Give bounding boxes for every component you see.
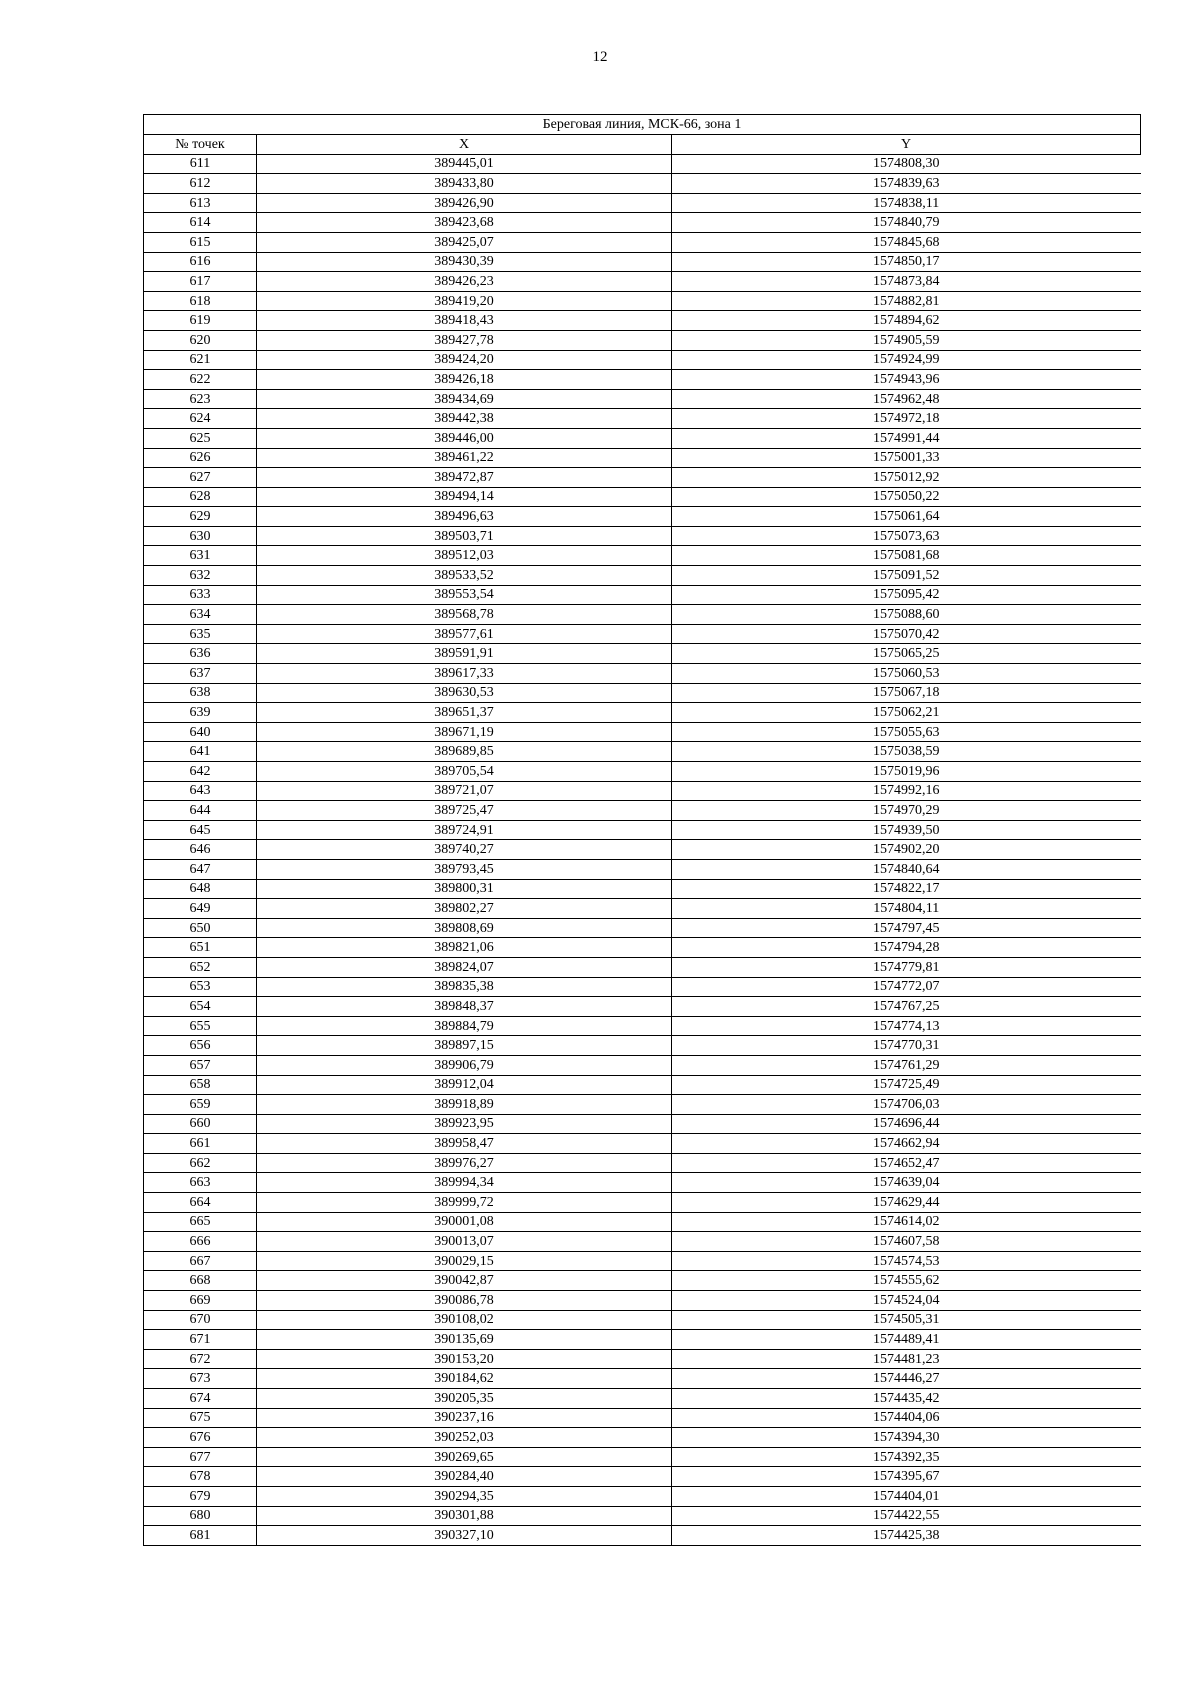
table-row	[144, 1271, 1141, 1291]
point-number-cell: 663	[144, 1173, 257, 1193]
y-coordinate-cell: 1575012,92	[672, 468, 1141, 488]
table-row	[144, 1526, 1141, 1546]
x-coordinate-cell: 389724,91	[257, 820, 672, 840]
y-coordinate-cell: 1574905,59	[672, 330, 1141, 350]
y-coordinate-cell: 1574639,04	[672, 1173, 1141, 1193]
x-coordinate-cell: 389725,47	[257, 801, 672, 821]
table-row	[144, 1447, 1141, 1467]
point-number-cell: 681	[144, 1526, 257, 1546]
y-coordinate-cell: 1575081,68	[672, 546, 1141, 566]
x-coordinate-cell: 390001,08	[257, 1212, 672, 1232]
table-row	[144, 566, 1141, 586]
table-row	[144, 232, 1141, 252]
y-coordinate-cell: 1574845,68	[672, 232, 1141, 252]
point-number-cell: 634	[144, 605, 257, 625]
point-number-cell: 616	[144, 252, 257, 272]
point-number-cell: 659	[144, 1095, 257, 1115]
x-coordinate-cell: 389999,72	[257, 1193, 672, 1213]
table-row	[144, 1134, 1141, 1154]
table-row	[144, 722, 1141, 742]
x-coordinate-cell: 390327,10	[257, 1526, 672, 1546]
point-number-cell: 621	[144, 350, 257, 370]
point-number-cell: 640	[144, 722, 257, 742]
y-coordinate-cell: 1574992,16	[672, 781, 1141, 801]
table-row	[144, 1153, 1141, 1173]
x-coordinate-cell: 389958,47	[257, 1134, 672, 1154]
table-row	[144, 957, 1141, 977]
point-number-cell: 645	[144, 820, 257, 840]
point-number-cell: 668	[144, 1271, 257, 1291]
point-number-cell: 673	[144, 1369, 257, 1389]
point-number-cell: 680	[144, 1506, 257, 1526]
y-coordinate-cell: 1574962,48	[672, 389, 1141, 409]
table-row	[144, 605, 1141, 625]
point-number-cell: 671	[144, 1330, 257, 1350]
x-coordinate-cell: 389651,37	[257, 703, 672, 723]
point-number-cell: 641	[144, 742, 257, 762]
y-coordinate-cell: 1574607,58	[672, 1232, 1141, 1252]
point-number-cell: 646	[144, 840, 257, 860]
x-coordinate-cell: 390153,20	[257, 1349, 672, 1369]
x-coordinate-cell: 390184,62	[257, 1369, 672, 1389]
x-coordinate-cell: 390294,35	[257, 1486, 672, 1506]
point-number-cell: 672	[144, 1349, 257, 1369]
y-coordinate-cell: 1574425,38	[672, 1526, 1141, 1546]
y-coordinate-cell: 1574808,30	[672, 154, 1141, 174]
x-coordinate-cell: 389553,54	[257, 585, 672, 605]
point-number-cell: 649	[144, 899, 257, 919]
table-row	[144, 859, 1141, 879]
x-coordinate-cell: 389617,33	[257, 664, 672, 684]
x-coordinate-cell: 389906,79	[257, 1055, 672, 1075]
y-coordinate-cell: 1574435,42	[672, 1389, 1141, 1409]
table-row	[144, 977, 1141, 997]
table-row	[144, 1349, 1141, 1369]
y-coordinate-cell: 1575073,63	[672, 526, 1141, 546]
table-row	[144, 820, 1141, 840]
x-coordinate-cell: 390301,88	[257, 1506, 672, 1526]
column-header-x: X	[257, 135, 672, 155]
x-coordinate-cell: 389835,38	[257, 977, 672, 997]
y-coordinate-cell: 1574481,23	[672, 1349, 1141, 1369]
x-coordinate-cell: 390135,69	[257, 1330, 672, 1350]
point-number-cell: 630	[144, 526, 257, 546]
point-number-cell: 643	[144, 781, 257, 801]
x-coordinate-cell: 389994,34	[257, 1173, 672, 1193]
table-row	[144, 683, 1141, 703]
x-coordinate-cell: 389824,07	[257, 957, 672, 977]
y-coordinate-cell: 1575055,63	[672, 722, 1141, 742]
table-row	[144, 703, 1141, 723]
y-coordinate-cell: 1575061,64	[672, 507, 1141, 527]
table-row	[144, 1095, 1141, 1115]
x-coordinate-cell: 389512,03	[257, 546, 672, 566]
point-number-cell: 632	[144, 566, 257, 586]
y-coordinate-cell: 1575019,96	[672, 762, 1141, 782]
point-number-cell: 626	[144, 448, 257, 468]
column-header-point-number: № точек	[144, 135, 257, 155]
table-row	[144, 546, 1141, 566]
table-row	[144, 213, 1141, 233]
table-row	[144, 291, 1141, 311]
y-coordinate-cell: 1574882,81	[672, 291, 1141, 311]
point-number-cell: 636	[144, 644, 257, 664]
y-coordinate-cell: 1575038,59	[672, 742, 1141, 762]
x-coordinate-cell: 389430,39	[257, 252, 672, 272]
y-coordinate-cell: 1574873,84	[672, 272, 1141, 292]
x-coordinate-cell: 389419,20	[257, 291, 672, 311]
point-number-cell: 662	[144, 1153, 257, 1173]
x-coordinate-cell: 389427,78	[257, 330, 672, 350]
x-coordinate-cell: 389800,31	[257, 879, 672, 899]
x-coordinate-cell: 389426,90	[257, 193, 672, 213]
table-row	[144, 840, 1141, 860]
y-coordinate-cell: 1574772,07	[672, 977, 1141, 997]
x-coordinate-cell: 389740,27	[257, 840, 672, 860]
point-number-cell: 623	[144, 389, 257, 409]
point-number-cell: 666	[144, 1232, 257, 1252]
point-number-cell: 653	[144, 977, 257, 997]
x-coordinate-cell: 389446,00	[257, 428, 672, 448]
x-coordinate-cell: 389912,04	[257, 1075, 672, 1095]
y-coordinate-cell: 1574524,04	[672, 1291, 1141, 1311]
x-coordinate-cell: 389433,80	[257, 174, 672, 194]
table-row	[144, 762, 1141, 782]
y-coordinate-cell: 1574489,41	[672, 1330, 1141, 1350]
y-coordinate-cell: 1574970,29	[672, 801, 1141, 821]
point-number-cell: 624	[144, 409, 257, 429]
table-row	[144, 1330, 1141, 1350]
table-row	[144, 311, 1141, 331]
table-row	[144, 526, 1141, 546]
y-coordinate-cell: 1574662,94	[672, 1134, 1141, 1154]
table-row	[144, 272, 1141, 292]
table-row	[144, 174, 1141, 194]
point-number-cell: 660	[144, 1114, 257, 1134]
coordinates-table	[143, 114, 1141, 1546]
table-row	[144, 624, 1141, 644]
y-coordinate-cell: 1574446,27	[672, 1369, 1141, 1389]
point-number-cell: 679	[144, 1486, 257, 1506]
table-row	[144, 879, 1141, 899]
point-number-cell: 622	[144, 370, 257, 390]
y-coordinate-cell: 1574902,20	[672, 840, 1141, 860]
table-row	[144, 801, 1141, 821]
x-coordinate-cell: 389577,61	[257, 624, 672, 644]
x-coordinate-cell: 389445,01	[257, 154, 672, 174]
table-row	[144, 330, 1141, 350]
y-coordinate-cell: 1574840,79	[672, 213, 1141, 233]
table-row	[144, 899, 1141, 919]
point-number-cell: 637	[144, 664, 257, 684]
x-coordinate-cell: 390205,35	[257, 1389, 672, 1409]
table-row	[144, 644, 1141, 664]
x-coordinate-cell: 389689,85	[257, 742, 672, 762]
table-row	[144, 1408, 1141, 1428]
point-number-cell: 631	[144, 546, 257, 566]
x-coordinate-cell: 389721,07	[257, 781, 672, 801]
table-title-row	[144, 115, 1141, 135]
table-row	[144, 1036, 1141, 1056]
y-coordinate-cell: 1574395,67	[672, 1467, 1141, 1487]
x-coordinate-cell: 389426,23	[257, 272, 672, 292]
point-number-cell: 676	[144, 1428, 257, 1448]
y-coordinate-cell: 1574505,31	[672, 1310, 1141, 1330]
y-coordinate-cell: 1574696,44	[672, 1114, 1141, 1134]
table-row	[144, 1055, 1141, 1075]
table-row	[144, 1369, 1141, 1389]
y-coordinate-cell: 1574839,63	[672, 174, 1141, 194]
table-row	[144, 1251, 1141, 1271]
x-coordinate-cell: 390237,16	[257, 1408, 672, 1428]
y-coordinate-cell: 1575070,42	[672, 624, 1141, 644]
x-coordinate-cell: 390252,03	[257, 1428, 672, 1448]
x-coordinate-cell: 389848,37	[257, 997, 672, 1017]
y-coordinate-cell: 1575065,25	[672, 644, 1141, 664]
y-coordinate-cell: 1575050,22	[672, 487, 1141, 507]
table-row	[144, 1389, 1141, 1409]
x-coordinate-cell: 389434,69	[257, 389, 672, 409]
point-number-cell: 612	[144, 174, 257, 194]
y-coordinate-cell: 1574972,18	[672, 409, 1141, 429]
point-number-cell: 669	[144, 1291, 257, 1311]
table-row	[144, 428, 1141, 448]
table-body	[144, 154, 1141, 1545]
y-coordinate-cell: 1574770,31	[672, 1036, 1141, 1056]
point-number-cell: 658	[144, 1075, 257, 1095]
point-number-cell: 664	[144, 1193, 257, 1213]
table-row	[144, 1016, 1141, 1036]
table-header-row	[144, 135, 1141, 155]
table-row	[144, 448, 1141, 468]
x-coordinate-cell: 389496,63	[257, 507, 672, 527]
x-coordinate-cell: 389426,18	[257, 370, 672, 390]
x-coordinate-cell: 389821,06	[257, 938, 672, 958]
y-coordinate-cell: 1574991,44	[672, 428, 1141, 448]
table-row	[144, 938, 1141, 958]
x-coordinate-cell: 389418,43	[257, 311, 672, 331]
table-row	[144, 742, 1141, 762]
x-coordinate-cell: 389591,91	[257, 644, 672, 664]
point-number-cell: 613	[144, 193, 257, 213]
y-coordinate-cell: 1575095,42	[672, 585, 1141, 605]
point-number-cell: 674	[144, 1389, 257, 1409]
x-coordinate-cell: 390086,78	[257, 1291, 672, 1311]
x-coordinate-cell: 389425,07	[257, 232, 672, 252]
x-coordinate-cell: 389671,19	[257, 722, 672, 742]
point-number-cell: 670	[144, 1310, 257, 1330]
y-coordinate-cell: 1575001,33	[672, 448, 1141, 468]
point-number-cell: 651	[144, 938, 257, 958]
y-coordinate-cell: 1574652,47	[672, 1153, 1141, 1173]
table-title: Береговая линия, МСК-66, зона 1	[144, 115, 1141, 135]
y-coordinate-cell: 1574838,11	[672, 193, 1141, 213]
y-coordinate-cell: 1574706,03	[672, 1095, 1141, 1115]
x-coordinate-cell: 389472,87	[257, 468, 672, 488]
y-coordinate-cell: 1574574,53	[672, 1251, 1141, 1271]
table-row	[144, 409, 1141, 429]
y-coordinate-cell: 1574392,35	[672, 1447, 1141, 1467]
x-coordinate-cell: 389884,79	[257, 1016, 672, 1036]
y-coordinate-cell: 1574774,13	[672, 1016, 1141, 1036]
y-coordinate-cell: 1574761,29	[672, 1055, 1141, 1075]
point-number-cell: 657	[144, 1055, 257, 1075]
y-coordinate-cell: 1574850,17	[672, 252, 1141, 272]
x-coordinate-cell: 390042,87	[257, 1271, 672, 1291]
y-coordinate-cell: 1574794,28	[672, 938, 1141, 958]
y-coordinate-cell: 1575062,21	[672, 703, 1141, 723]
x-coordinate-cell: 389533,52	[257, 566, 672, 586]
table-row	[144, 350, 1141, 370]
x-coordinate-cell: 389494,14	[257, 487, 672, 507]
table-row	[144, 507, 1141, 527]
y-coordinate-cell: 1574614,02	[672, 1212, 1141, 1232]
x-coordinate-cell: 389423,68	[257, 213, 672, 233]
y-coordinate-cell: 1574939,50	[672, 820, 1141, 840]
table-row	[144, 585, 1141, 605]
x-coordinate-cell: 389568,78	[257, 605, 672, 625]
table-row	[144, 154, 1141, 174]
table-row	[144, 1428, 1141, 1448]
table-row	[144, 997, 1141, 1017]
point-number-cell: 628	[144, 487, 257, 507]
point-number-cell: 650	[144, 918, 257, 938]
y-coordinate-cell: 1575091,52	[672, 566, 1141, 586]
x-coordinate-cell: 389808,69	[257, 918, 672, 938]
point-number-cell: 611	[144, 154, 257, 174]
table-row	[144, 1506, 1141, 1526]
table-row	[144, 1232, 1141, 1252]
y-coordinate-cell: 1574767,25	[672, 997, 1141, 1017]
x-coordinate-cell: 389897,15	[257, 1036, 672, 1056]
point-number-cell: 661	[144, 1134, 257, 1154]
point-number-cell: 652	[144, 957, 257, 977]
y-coordinate-cell: 1574822,17	[672, 879, 1141, 899]
point-number-cell: 615	[144, 232, 257, 252]
table-row	[144, 1114, 1141, 1134]
point-number-cell: 619	[144, 311, 257, 331]
y-coordinate-cell: 1574404,06	[672, 1408, 1141, 1428]
point-number-cell: 647	[144, 859, 257, 879]
point-number-cell: 667	[144, 1251, 257, 1271]
y-coordinate-cell: 1574555,62	[672, 1271, 1141, 1291]
table-row	[144, 1193, 1141, 1213]
y-coordinate-cell: 1574725,49	[672, 1075, 1141, 1095]
point-number-cell: 625	[144, 428, 257, 448]
y-coordinate-cell: 1574779,81	[672, 957, 1141, 977]
point-number-cell: 675	[144, 1408, 257, 1428]
x-coordinate-cell: 389802,27	[257, 899, 672, 919]
point-number-cell: 677	[144, 1447, 257, 1467]
point-number-cell: 648	[144, 879, 257, 899]
table-row	[144, 193, 1141, 213]
point-number-cell: 656	[144, 1036, 257, 1056]
point-number-cell: 644	[144, 801, 257, 821]
table-row	[144, 664, 1141, 684]
x-coordinate-cell: 389442,38	[257, 409, 672, 429]
x-coordinate-cell: 390269,65	[257, 1447, 672, 1467]
point-number-cell: 617	[144, 272, 257, 292]
table-row	[144, 252, 1141, 272]
y-coordinate-cell: 1574943,96	[672, 370, 1141, 390]
x-coordinate-cell: 389976,27	[257, 1153, 672, 1173]
table-row	[144, 370, 1141, 390]
x-coordinate-cell: 390284,40	[257, 1467, 672, 1487]
y-coordinate-cell: 1575088,60	[672, 605, 1141, 625]
x-coordinate-cell: 389793,45	[257, 859, 672, 879]
table-row	[144, 1291, 1141, 1311]
point-number-cell: 665	[144, 1212, 257, 1232]
table-row	[144, 389, 1141, 409]
x-coordinate-cell: 390013,07	[257, 1232, 672, 1252]
table-row	[144, 1310, 1141, 1330]
y-coordinate-cell: 1574394,30	[672, 1428, 1141, 1448]
point-number-cell: 620	[144, 330, 257, 350]
point-number-cell: 618	[144, 291, 257, 311]
point-number-cell: 638	[144, 683, 257, 703]
y-coordinate-cell: 1574404,01	[672, 1486, 1141, 1506]
x-coordinate-cell: 389705,54	[257, 762, 672, 782]
table-row	[144, 1075, 1141, 1095]
x-coordinate-cell: 389424,20	[257, 350, 672, 370]
x-coordinate-cell: 389923,95	[257, 1114, 672, 1134]
table-row	[144, 918, 1141, 938]
x-coordinate-cell: 389918,89	[257, 1095, 672, 1115]
x-coordinate-cell: 389461,22	[257, 448, 672, 468]
point-number-cell: 627	[144, 468, 257, 488]
point-number-cell: 655	[144, 1016, 257, 1036]
y-coordinate-cell: 1574797,45	[672, 918, 1141, 938]
table-row	[144, 1212, 1141, 1232]
point-number-cell: 654	[144, 997, 257, 1017]
x-coordinate-cell: 389503,71	[257, 526, 672, 546]
y-coordinate-cell: 1575060,53	[672, 664, 1141, 684]
point-number-cell: 635	[144, 624, 257, 644]
table-row	[144, 468, 1141, 488]
point-number-cell: 614	[144, 213, 257, 233]
point-number-cell: 639	[144, 703, 257, 723]
table-row	[144, 487, 1141, 507]
x-coordinate-cell: 389630,53	[257, 683, 672, 703]
y-coordinate-cell: 1574629,44	[672, 1193, 1141, 1213]
y-coordinate-cell: 1574840,64	[672, 859, 1141, 879]
y-coordinate-cell: 1574894,62	[672, 311, 1141, 331]
table-row	[144, 1173, 1141, 1193]
point-number-cell: 629	[144, 507, 257, 527]
point-number-cell: 633	[144, 585, 257, 605]
y-coordinate-cell: 1575067,18	[672, 683, 1141, 703]
page-number: 12	[592, 49, 608, 65]
table-row	[144, 1486, 1141, 1506]
point-number-cell: 642	[144, 762, 257, 782]
x-coordinate-cell: 390108,02	[257, 1310, 672, 1330]
x-coordinate-cell: 390029,15	[257, 1251, 672, 1271]
y-coordinate-cell: 1574924,99	[672, 350, 1141, 370]
y-coordinate-cell: 1574804,11	[672, 899, 1141, 919]
point-number-cell: 678	[144, 1467, 257, 1487]
y-coordinate-cell: 1574422,55	[672, 1506, 1141, 1526]
table-row	[144, 781, 1141, 801]
column-header-y: Y	[672, 135, 1141, 155]
table-row	[144, 1467, 1141, 1487]
